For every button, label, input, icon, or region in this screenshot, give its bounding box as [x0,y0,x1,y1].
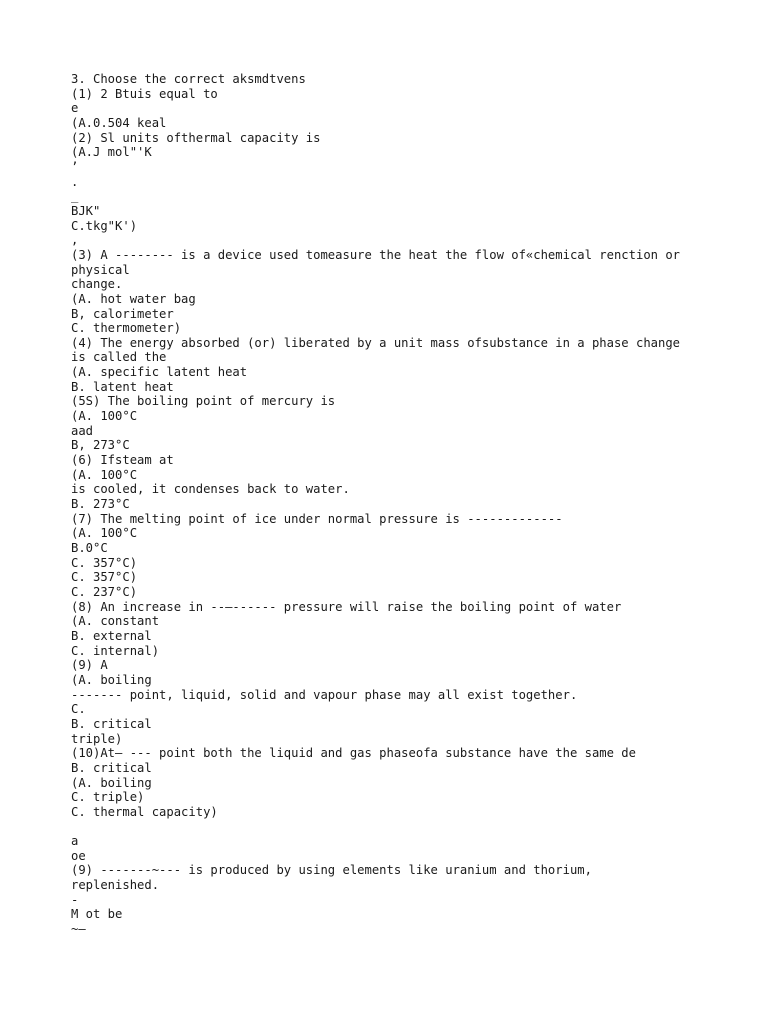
text-line: BJK" [71,203,101,218]
text-line: B.0°C [71,541,108,555]
text-line: C.tkg"K') [71,218,138,233]
text-line: C. thermal capacity) [71,804,218,819]
text-line: (A. boiling [71,775,152,790]
text-line: (A. specific latent heat [71,365,248,380]
text-line: C. internal) [71,643,160,658]
text-line: - [71,892,79,907]
text-line: (7) The melting point of ice under normal pressure is ------------- [71,511,563,526]
text-line: C. 357°C) [71,570,138,585]
text-line: C. 237°C) [71,584,138,599]
text-line: (A. 100°C [71,526,138,541]
text-line: C. 357°C) [71,555,138,570]
text-line: is called the [71,350,167,365]
text-line: _ [71,189,79,204]
text-line: , [71,233,79,248]
text-line: change. [71,277,123,292]
text-line: ------- point, liquid, solid and vapour phase may all exist together. [71,687,578,702]
text-line: . [71,174,79,189]
text-line: B. external [71,628,152,643]
text-line: aad [71,423,94,438]
text-line: B. latent heat [71,379,174,394]
text-line: (9) A [71,658,108,673]
text-line: (10)At— --- point both the liquid and gas phaseofa substance have the same de [71,746,636,761]
text-line: a [71,834,79,849]
text-line [71,819,711,834]
text-line: (3) A -------- is a device used tomeasure the heat the flow of«chemical renction or [71,247,681,262]
text-line: physical [71,262,130,277]
text-line: is cooled, it condenses back to water. [71,482,350,497]
text-line: (2) Sl units ofthermal capacity is [71,130,321,145]
text-line: B, calorimeter [71,306,174,321]
text-line: B. critical [71,760,152,775]
text-line: (8) An increase in --—------ pressure will raise the boiling point of water [71,599,622,614]
text-line: (A. 100°C [71,409,138,424]
text-line: (A. 100°C [71,467,138,482]
text-line: C. thermometer) [71,321,182,336]
text-line: C. triple) [71,790,145,805]
text-line: B. 273°C [71,497,130,512]
text-line: B, 273°C [71,438,130,453]
text-line: (A. boiling [71,672,152,687]
text-line: B. critical [71,716,152,731]
text-line: M ot be [71,907,123,922]
text-line: (9) -------~--- is produced by using elements like uranium and thorium, [71,863,592,878]
text-line: (A.J mol"'K [71,145,152,160]
text-line: ’ [71,159,79,174]
text-line: C. [71,702,86,717]
text-line: oe [71,848,86,863]
text-line: (4) The energy absorbed (or) liberated by a unit mass ofsubstance in a phase change [71,335,681,350]
ocr-text-block [71,72,711,937]
text-line: e [71,101,79,116]
text-line: (A.0.504 keal [71,115,167,130]
text-line: (A. constant [71,614,160,629]
text-line: (5S) The boiling point of mercury is [71,394,336,409]
text-line: (6) Ifsteam at [71,453,174,468]
text-line: replenished. [71,878,160,893]
text-line: ~— [71,922,86,937]
text-line: triple) [71,731,123,746]
text-line: (1) 2 Btuis equal to [71,86,218,101]
text-line: (A. hot water bag [71,291,196,306]
text-line: 3. Choose the correct aksmdtvens [71,72,306,86]
